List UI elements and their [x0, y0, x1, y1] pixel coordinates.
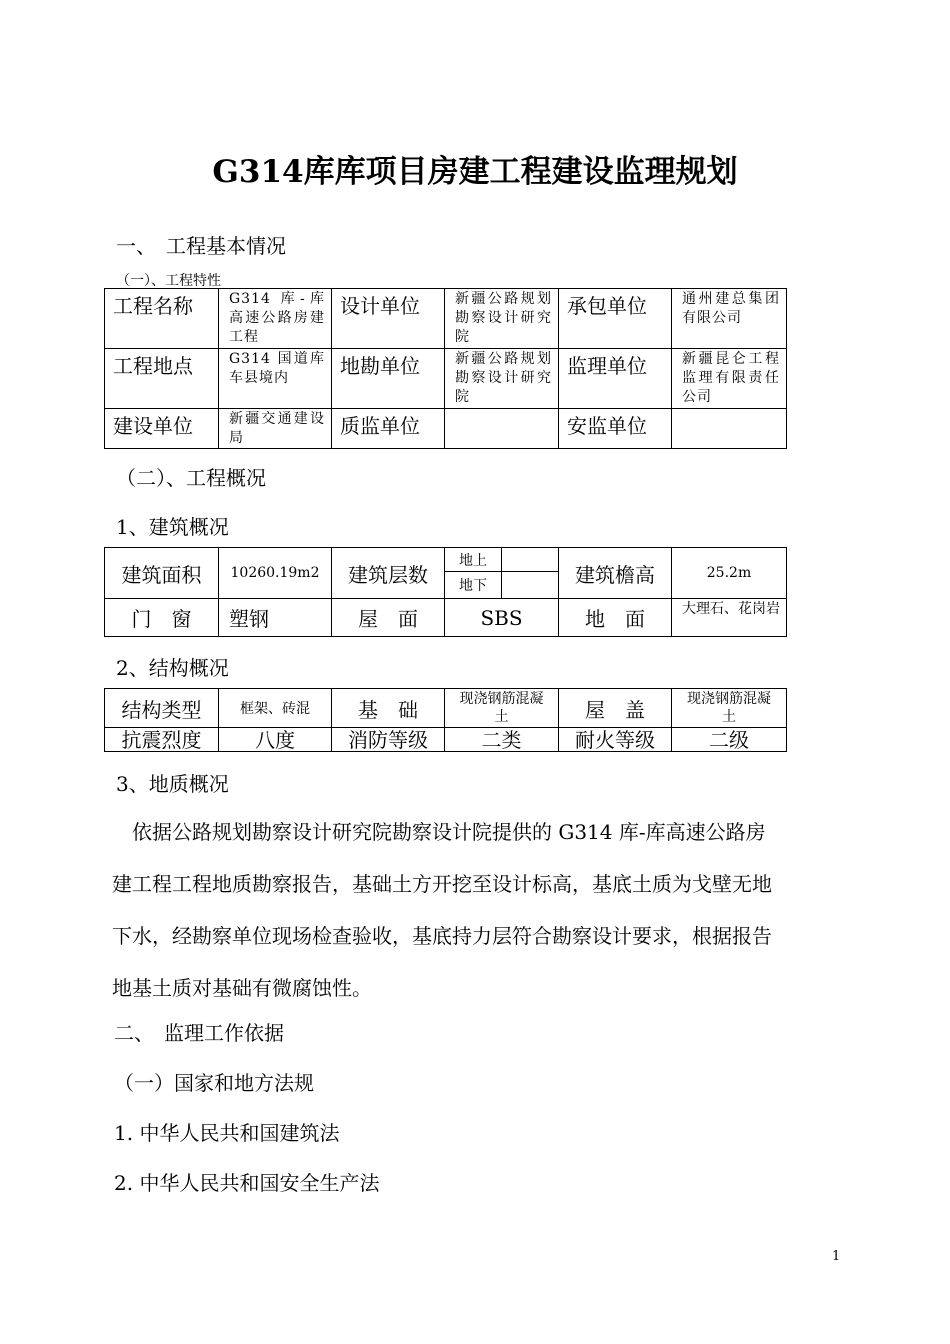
label-below-ground: 地下 — [445, 572, 502, 599]
label-foundation: 基 础 — [332, 689, 445, 728]
subsection-laws: （一）国家和地方法规 — [114, 1071, 314, 1095]
label-fire-resistance: 耐火等级 — [559, 728, 672, 752]
table-row — [105, 289, 787, 349]
value-supervision-unit: 新疆昆仑工程监理有限责任公司 — [672, 349, 787, 409]
value-project-name: G314 库-库高速公路房建工程 — [219, 289, 332, 349]
value-roof: SBS — [445, 599, 559, 637]
geology-line: 地基土质对基础有微腐蚀性。 — [112, 976, 372, 1000]
value-building-area: 10260.19m2 — [219, 548, 332, 599]
table-row — [105, 689, 787, 728]
value-location: G314 国道库车县境内 — [219, 349, 332, 409]
subsection-overview: （二）、工程概况 — [116, 466, 266, 490]
label-design-unit: 设计单位 — [332, 289, 445, 349]
label-building-area: 建筑面积 — [105, 548, 219, 599]
value-structure-type: 框架、砖混 — [219, 689, 332, 728]
value-quality-unit — [445, 409, 559, 449]
value-fire-resistance: 二级 — [672, 728, 787, 752]
label-floor-finish: 地 面 — [559, 599, 672, 637]
geology-line: 建工程工程地质勘察报告，基础土方开挖至设计标高，基底土质为戈壁无地 — [112, 872, 772, 896]
geology-line: 下水，经勘察单位现场检查验收，基底持力层符合勘察设计要求，根据报告 — [112, 924, 772, 948]
subsection-characteristics: （一）、工程特性 — [116, 273, 221, 289]
value-eave-height: 25.2m — [672, 548, 787, 599]
law-item: 1. 中华人民共和国建筑法 — [114, 1121, 340, 1145]
architecture-heading: 1、建筑概况 — [116, 515, 229, 539]
value-seismic: 八度 — [219, 728, 332, 752]
value-fire-class: 二类 — [445, 728, 559, 752]
project-characteristics-table — [104, 288, 787, 449]
label-owner: 建设单位 — [105, 409, 219, 449]
label-roof-cover: 屋 盖 — [559, 689, 672, 728]
table-row — [105, 728, 787, 752]
label-fire-class: 消防等级 — [332, 728, 445, 752]
table-row — [105, 548, 787, 572]
label-doors-windows: 门 窗 — [105, 599, 219, 637]
label-contractor: 承包单位 — [559, 289, 672, 349]
label-safety-unit: 安监单位 — [559, 409, 672, 449]
table-row — [105, 349, 787, 409]
label-supervision-unit: 监理单位 — [559, 349, 672, 409]
page-number: 1 — [832, 1249, 841, 1264]
label-structure-type: 结构类型 — [105, 689, 219, 728]
value-safety-unit — [672, 409, 787, 449]
architecture-table — [104, 547, 787, 637]
value-contractor: 通州建总集团有限公司 — [672, 289, 787, 349]
law-item: 2. 中华人民共和国安全生产法 — [114, 1171, 380, 1195]
label-floors: 建筑层数 — [332, 548, 445, 599]
value-survey-unit: 新疆公路规划勘察设计研究院 — [445, 349, 559, 409]
section-1-heading: 一、 工程基本情况 — [116, 234, 286, 258]
value-design-unit: 新疆公路规划勘察设计研究院 — [445, 289, 559, 349]
label-quality-unit: 质监单位 — [332, 409, 445, 449]
structure-heading: 2、结构概况 — [116, 656, 229, 680]
document-title: G314库库项目房建工程建设监理规划 — [212, 154, 738, 190]
section-2-heading: 二、 监理工作依据 — [114, 1021, 284, 1045]
label-roof: 屋 面 — [332, 599, 445, 637]
geology-paragraph — [112, 806, 840, 1014]
value-below-ground — [502, 572, 559, 599]
geology-line: 依据公路规划勘察设计研究院勘察设计院提供的 G314 库-库高速公路房 — [112, 820, 766, 844]
label-seismic: 抗震烈度 — [105, 728, 219, 752]
value-roof-cover: 现浇钢筋混凝土 — [672, 689, 787, 728]
value-floor-finish: 大理石、花岗岩 — [672, 599, 787, 637]
table-row — [105, 599, 787, 637]
value-doors-windows: 塑钢 — [219, 599, 332, 637]
structure-table — [104, 688, 787, 752]
label-location: 工程地点 — [105, 349, 219, 409]
value-owner: 新疆交通建设局 — [219, 409, 332, 449]
value-above-ground — [502, 548, 559, 572]
label-above-ground: 地上 — [445, 548, 502, 572]
label-survey-unit: 地勘单位 — [332, 349, 445, 409]
label-project-name: 工程名称 — [105, 289, 219, 349]
table-row — [105, 409, 787, 449]
label-eave-height: 建筑檐高 — [559, 548, 672, 599]
value-foundation: 现浇钢筋混凝土 — [445, 689, 559, 728]
geology-heading: 3、地质概况 — [116, 772, 229, 796]
